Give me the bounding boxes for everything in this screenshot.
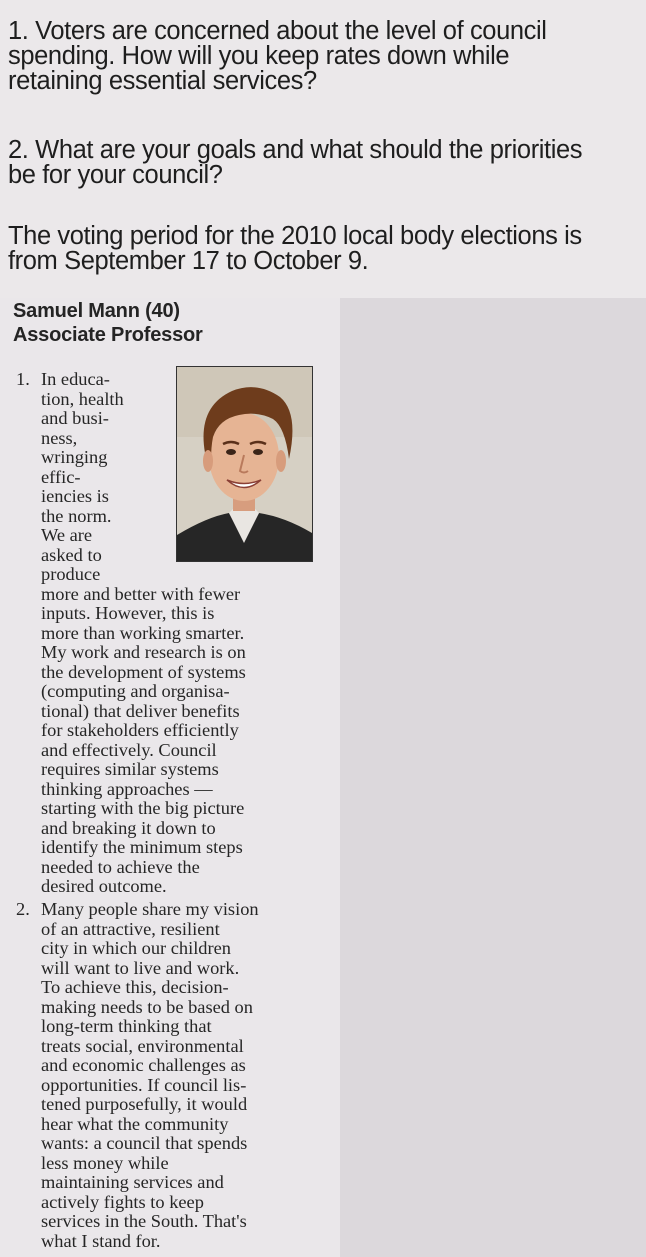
candidate-title: Associate Professor (13, 324, 203, 346)
candidate-name: Samuel Mann (40) (13, 300, 180, 322)
answer-2-number: 2. (16, 899, 30, 919)
voting-period-note: The voting period for the 2010 local body elections is from September 17 to October 9. (8, 222, 582, 275)
answer-1: In educa- tion, health and busi- ness, wringing effic- iencies is the norm. We are asked to produce more and better with fewer inputs. However, this is more than working smarter. My work and research is on the development of systems (computing and organisa- tional) that deliver benefits for stakeholders efficiently and effectively. Council requires similar systems thinking approaches — starting with the big picture and breaking it down to identify the minimum steps needed to achieve the desired outcome. (41, 369, 246, 896)
answer-2: Many people share my vision of an attractive, resilient city in which our children will want to live and work. To achieve this, decision- making needs to be based on long-term thinking that treats social, environmental and economic challenges as opportunities. If council lis- tened purposefully, it would hear what the community wants: a council that spends less money while maintaining services and actively fights to keep services in the South. That's what I stand for. (41, 899, 259, 1251)
question-1: 1. Voters are concerned about the level of council spending. How will you keep rates down while retaining essential services? (8, 17, 547, 95)
question-header (0, 0, 646, 298)
question-2: 2. What are your goals and what should the priorities be for your council? (8, 136, 583, 189)
answer-1-number: 1. (16, 369, 30, 389)
candidate-article (0, 298, 340, 1257)
